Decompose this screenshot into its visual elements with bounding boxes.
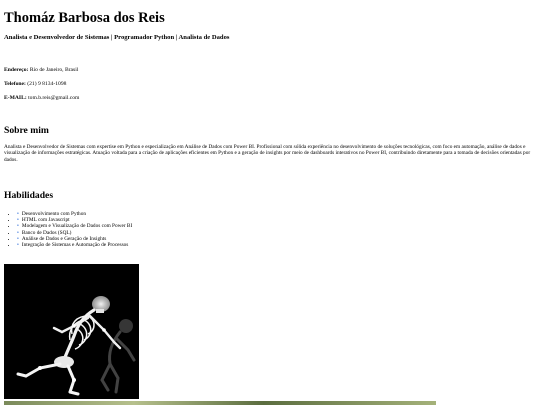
email-label: E-MAIL: [4, 95, 27, 101]
skills-list [4, 211, 132, 248]
about-text: Analista e Desenvolvedor de Sistemas com expertise em Python e especialização em Análise de Dados com Power BI. Profissional com sólida experiência no desenvolvimento de soluções tecnológicas, com foco em automação, análise de dados e visualização de informações estratégicas. Atuação voltada para a criação de aplicações eficientes em Python e a geração de insights por meio de dashboards interativos no Power BI, contribuindo diretamente para a tomada de decisões orientadas por dados. [4, 144, 531, 163]
skill-bullet-icon: • [17, 235, 19, 242]
skill-bullet-icon: • [17, 211, 19, 217]
skills-heading: Habilidades [4, 190, 54, 201]
skill-bullet-icon: • [17, 223, 19, 230]
email-value: tom.b.reis@gmail.com [28, 95, 80, 101]
address-label: Endereço: [4, 67, 29, 73]
skill-label: Modelagem e Visualização de Dados com Power BI [21, 223, 133, 230]
skill-item [17, 242, 132, 248]
skill-bullet-icon: • [17, 217, 19, 224]
address-value: Rio de Janeiro, Brasil [29, 67, 79, 73]
skill-label: Integração de Sistemas e Automação de Processos [21, 242, 129, 249]
skill-bullet-icon: • [17, 229, 19, 236]
skeleton-illustration-icon [4, 264, 139, 399]
contact-email [4, 95, 79, 101]
skill-label: HTML com Javascript [21, 217, 70, 224]
about-heading: Sobre mim [4, 125, 49, 136]
contact-address [4, 67, 78, 73]
profile-subtitle: Analista e Desenvolvedor de Sistemas | Programador Python | Analista de Dados [4, 34, 230, 41]
skill-bullet-icon: • [17, 242, 19, 249]
page-title: Thomáz Barbosa dos Reis [4, 10, 165, 26]
skeleton-xray-image [4, 264, 139, 399]
phone-label: Telefone: [4, 81, 26, 87]
nature-banner-image [4, 401, 436, 405]
skill-label: Análise de Dados e Geração de Insights [21, 235, 107, 242]
contact-phone [4, 81, 66, 87]
skill-label: Banco de Dados (SQL) [21, 229, 72, 236]
skill-label: Desenvolvimento com Python [21, 211, 87, 217]
phone-value: (21) 9 8134-1098 [27, 81, 67, 87]
